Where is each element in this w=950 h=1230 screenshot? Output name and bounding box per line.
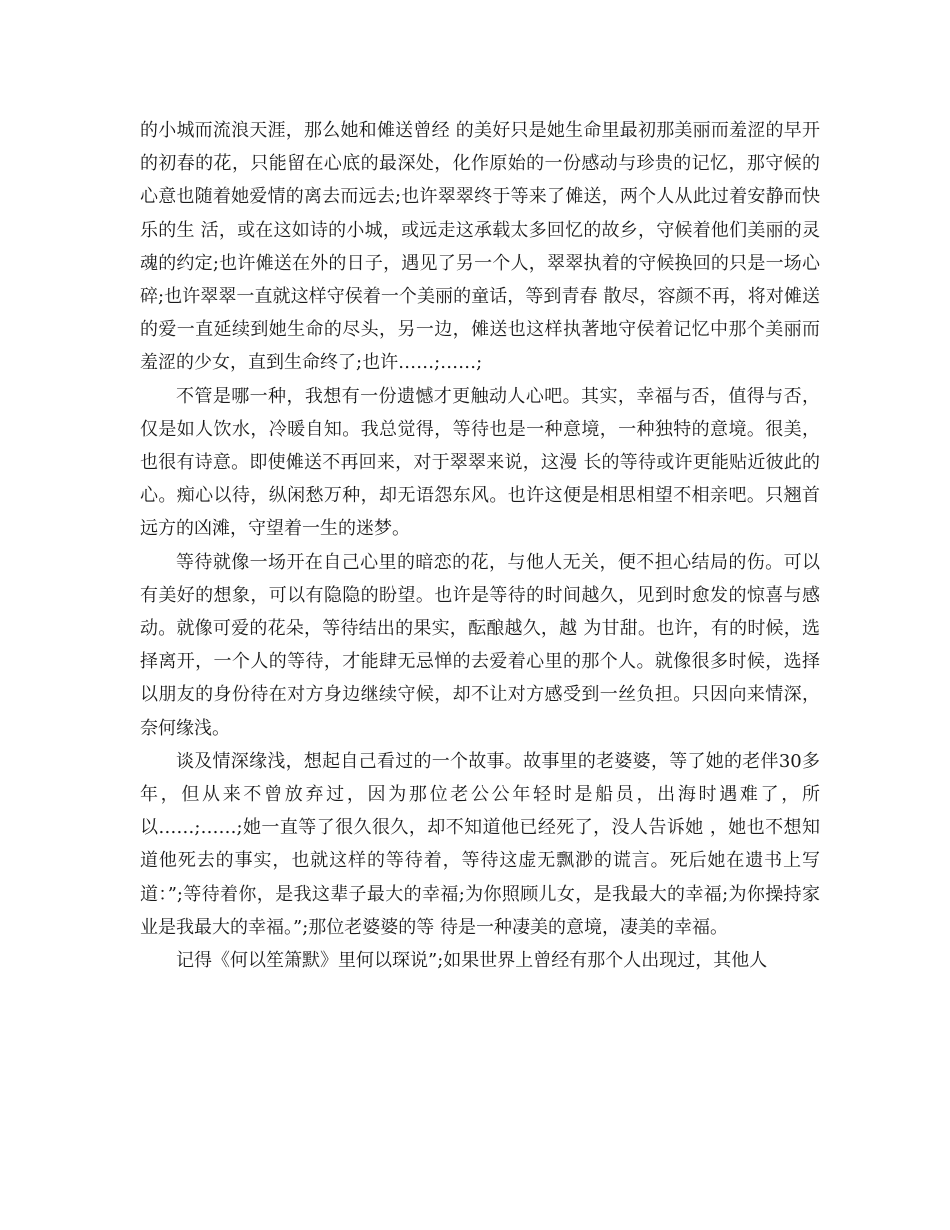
body-text xyxy=(140,114,820,977)
paragraph-3: 等待就像一场开在自己心里的暗恋的花，与他人无关，便不担心结局的伤。可以有美好的想象，可以有隐隐的盼望。也许是等待的时间越久，见到时愈发的惊喜与感动。就像可爱的花朵，等待结出的果实，酝酿越久，越 为甘甜。也许，有的时候，选择离开，一个人的等待，才能肆无忌惮的去爱着心里的那个人。就像很多时候，选择以朋友的身份待在对方身边继续守候，却不让对方感受到一丝负担。只因向来情深，奈何缘浅。 xyxy=(140,551,820,739)
paragraph-1: 的小城而流浪天涯，那么她和傩送曾经 的美好只是她生命里最初那美丽而羞涩的早开的初春的花，只能留在心底的最深处，化作原始的一份感动与珍贵的记忆，那守候的心意也随着她爱情的离去而远去;也许翠翠终于等来了傩送，两个人从此过着安静而快乐的生 活，或在这如诗的小城，或远走这承载太多回忆的故乡，守候着他们美丽的灵魂的约定;也许傩送在外的日子，遇见了另一个人，翠翠执着的守候换回的只是一场心碎;也许翠翠一直就这样守侯着一个美丽的童话，等到青春 散尽，容颜不再，将对傩送的爱一直延续到她生命的尽头，另一边，傩送也这样执著地守侯着记忆中那个美丽而羞涩的少女，直到生命终了;也许……;……; xyxy=(140,120,820,374)
paragraph-4: 谈及情深缘浅，想起自己看过的一个故事。故事里的老婆婆，等了她的老伴30多年，但从来不曾放弃过，因为那位老公公年轻时是船员，出海时遇难了，所以……;……;她一直等了很久很久，却不知道他已经死了，没人告诉她 ，她也不想知道他死去的事实，也就这样的等待着，等待这虚无飘渺的谎言。死后她在遗书上写道：”;等待着你，是我这辈子最大的幸福;为你照顾儿女，是我最大的幸福;为你操持家业是我最大的幸福。”;那位老婆婆的等 待是一种凄美的意境，凄美的幸福。 xyxy=(140,750,820,938)
paragraph-5: 记得《何以笙箫默》里何以琛说”;如果世界上曾经有那个人出现过，其他人 xyxy=(176,950,768,972)
paragraph-2: 不管是哪一种，我想有一份遗憾才更触动人心吧。其实，幸福与否，值得与否，仅是如人饮水，冷暖自知。我总觉得，等待也是一种意境，一种独特的意境。很美，也很有诗意。即使傩送不再回来，对于翠翠来说，这漫 长的等待或许更能贴近彼此的心。痴心以待，纵闲愁万种，却无语怨东风。也许这便是相思相望不相亲吧。只翘首远方的凶滩，守望着一生的迷梦。 xyxy=(140,385,820,540)
